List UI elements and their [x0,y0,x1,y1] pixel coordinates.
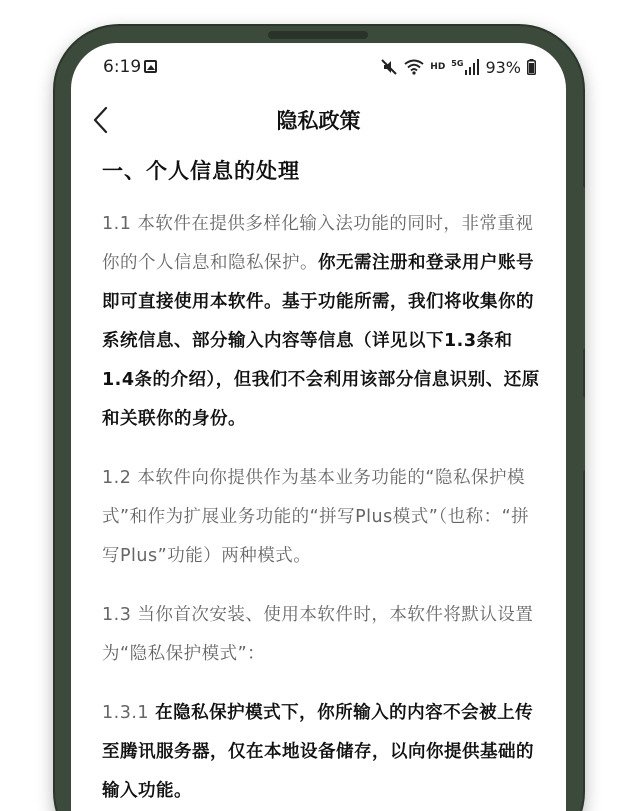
paragraph-1-1 [102,205,542,439]
network-type-label: 5G [451,58,464,68]
status-icons [380,56,536,78]
hd-label: HD [430,62,446,72]
battery-percent: 93% [485,57,521,77]
navigation-bar [71,93,566,149]
status-time: 6:19 [103,57,142,77]
paragraph-1-3-1 [102,694,542,811]
section-heading: 一、个人信息的处理 [102,159,300,183]
paragraph-bold-text: 你无需注册和登录用户账号即可直接使用本软件。基于功能所需，我们将收集你的系统信息、部分输入内容等信息（详见以下1.3条和1.4条的介绍），但我们不会利用该部分信息识别、还原和关联你的身份。 [102,253,540,429]
volume-button [577,186,585,350]
paragraph-1-2 [102,459,542,576]
page-title: 隐私政策 [276,109,361,133]
image-icon [144,60,157,73]
policy-content [102,149,542,811]
paragraph-1-3 [102,596,542,674]
paragraph-text: 1.1 本软件在提供多样化输入法功能的同时，非常重视你的个人信息和隐私保护。 [102,214,534,273]
mute-icon [380,58,398,76]
signal-icon [465,59,479,75]
phone-screen [71,43,566,811]
paragraph-text: 1.2 本软件向你提供作为基本业务功能的“隐私保护模式”和作为扩展业务功能的“拼写Plus模式”（也称：“拼写Plus”功能）两种模式。 [102,468,530,566]
phone-speaker-slot [268,31,368,39]
paragraph-bold-text: 在隐私保护模式下，你所输入的内容不会被上传至腾讯服务器，仅在本地设备储存，以向你提供基础的输入功能。 [102,703,534,801]
power-button [577,396,585,472]
wifi-icon [404,59,424,75]
battery-icon [527,59,536,75]
paragraph-text: 1.3.1 [102,703,156,723]
paragraph-text: 1.3 当你首次安装、使用本软件时，本软件将默认设置为“隐私保护模式”： [102,605,534,664]
status-bar [71,43,566,93]
